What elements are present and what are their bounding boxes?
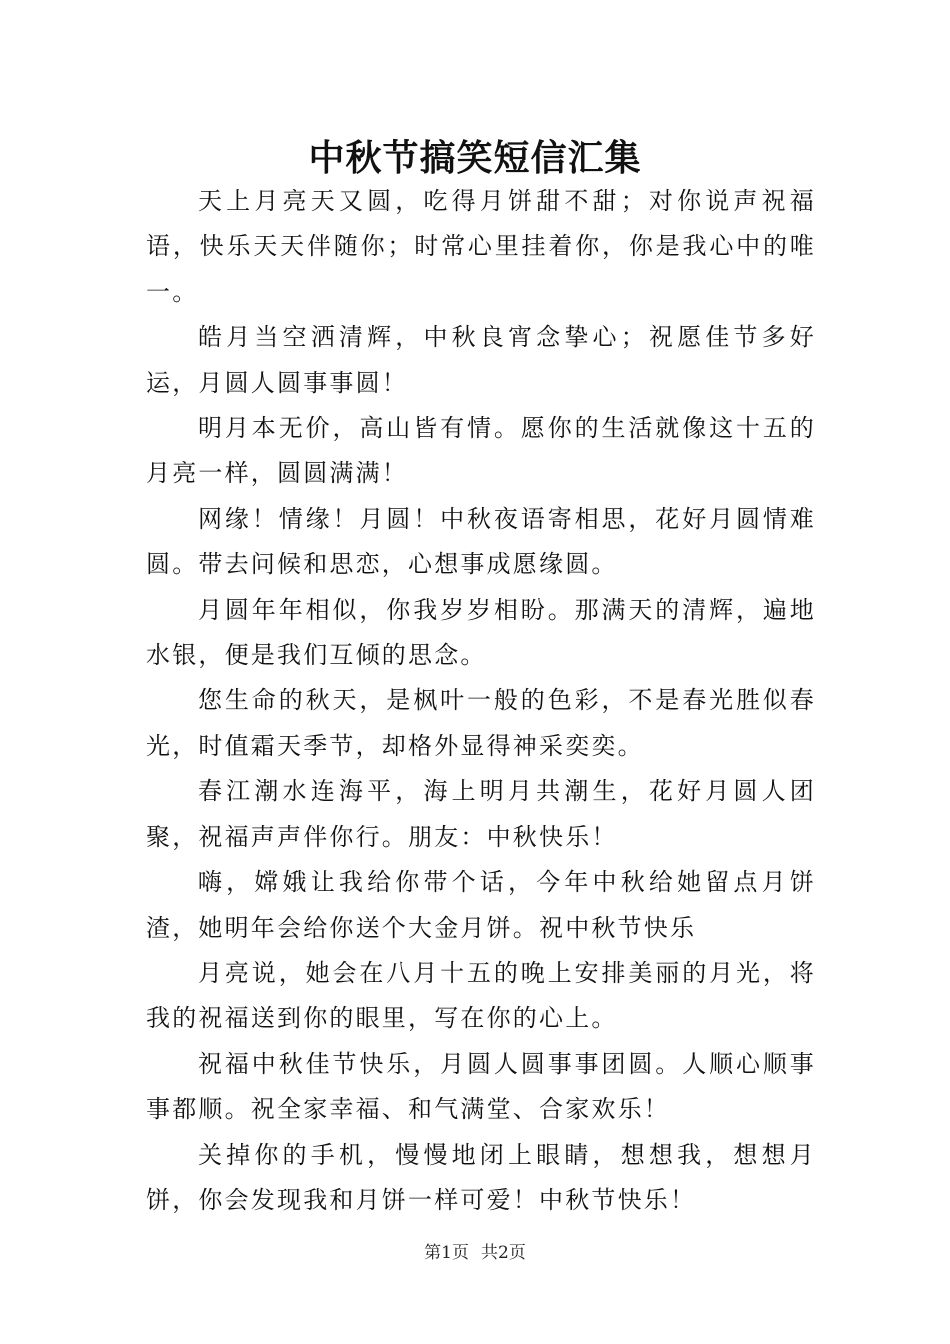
paragraph: 祝福中秋佳节快乐，月圆人圆事事团圆。人顺心顺事事都顺。祝全家幸福、和气满堂、合家欢乐！ xyxy=(146,1049,816,1124)
page-total: 共2页 xyxy=(481,1243,526,1263)
paragraph: 网缘！情缘！月圆！中秋夜语寄相思，花好月圆情难圆。带去问候和思恋，心想事成愿缘圆。 xyxy=(146,504,816,579)
document-body xyxy=(146,179,816,1223)
page-number: 第1页 xyxy=(424,1243,469,1263)
paragraph: 明月本无价，高山皆有情。愿你的生活就像这十五的月亮一样，圆圆满满！ xyxy=(146,414,816,488)
paragraph: 天上月亮天又圆，吃得月饼甜不甜；对你说声祝福语，快乐天天伴随你；时常心里挂着你，你是我心中的唯一。 xyxy=(146,187,816,306)
paragraph: 月圆年年相似，你我岁岁相盼。那满天的清辉，遍地水银，便是我们互倾的思念。 xyxy=(146,595,816,670)
paragraph: 您生命的秋天，是枫叶一般的色彩，不是春光胜似春光，时值霜天季节，却格外显得神采奕奕。 xyxy=(146,686,816,760)
paragraph: 皓月当空洒清辉，中秋良宵念挚心；祝愿佳节多好运，月圆人圆事事圆！ xyxy=(146,323,816,397)
document-title: 中秋节搞笑短信汇集 xyxy=(308,137,642,179)
paragraph: 嗨，嫦娥让我给你带个话，今年中秋给她留点月饼渣，她明年会给你送个大金月饼。祝中秋节快乐 xyxy=(146,868,816,942)
paragraph: 月亮说，她会在八月十五的晚上安排美丽的月光，将我的祝福送到你的眼里，写在你的心上。 xyxy=(146,958,816,1033)
page-footer xyxy=(0,1241,950,1265)
paragraph: 关掉你的手机，慢慢地闭上眼睛，想想我，想想月饼，你会发现我和月饼一样可爱！中秋节快乐！ xyxy=(146,1140,816,1214)
paragraph: 春江潮水连海平，海上明月共潮生，花好月圆人团聚，祝福声声伴你行。朋友：中秋快乐！ xyxy=(146,777,816,851)
